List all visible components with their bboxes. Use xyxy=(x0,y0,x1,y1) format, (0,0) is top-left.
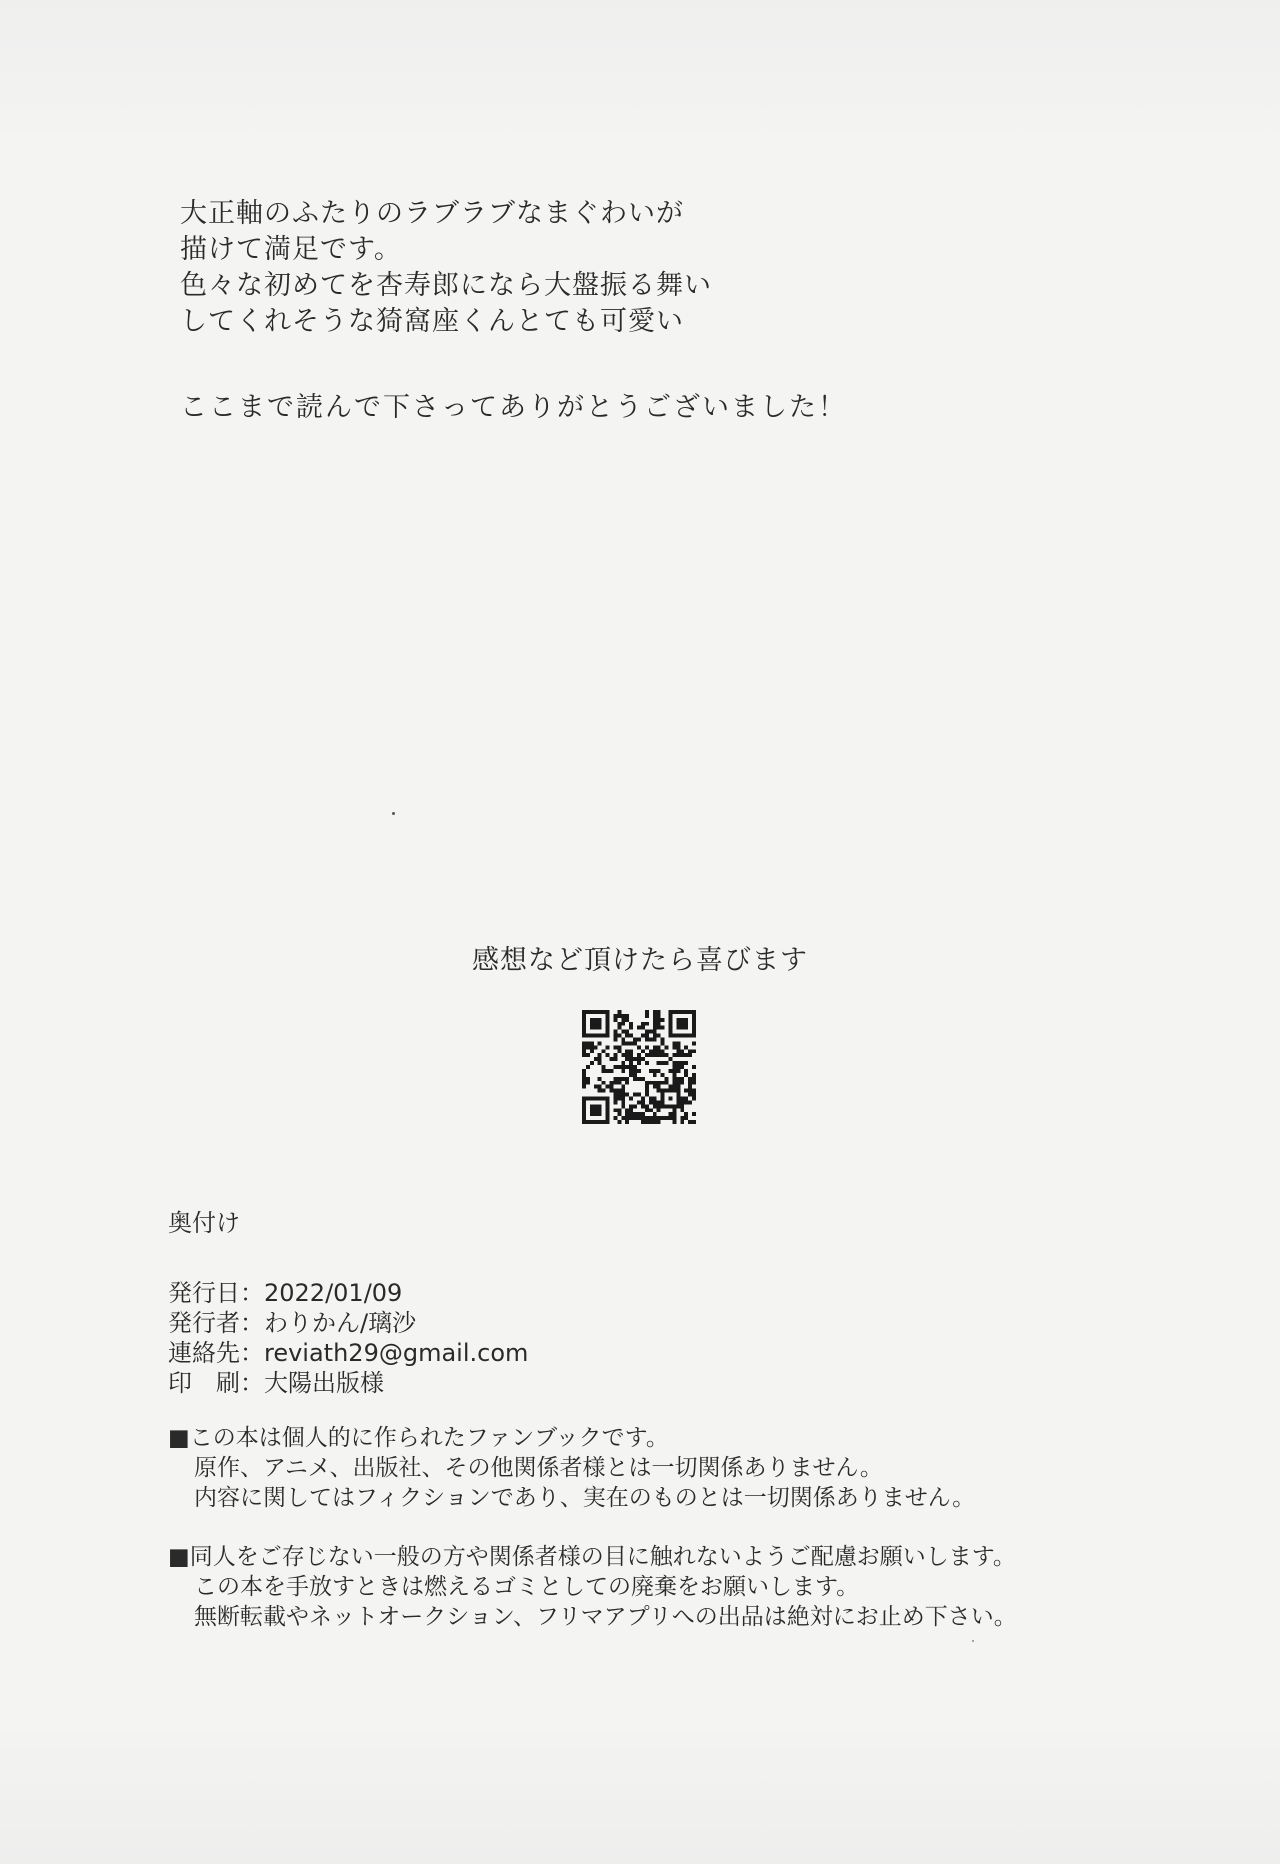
printer: 印 刷：大陽出版様 xyxy=(168,1369,384,1397)
notice-line: ■この本は個人的に作られたファンブックです。 xyxy=(168,1425,669,1451)
colophon xyxy=(168,1208,528,1398)
afterword-line: してくれそうな猗窩座くんとても可愛い xyxy=(180,306,684,337)
contact-email[interactable]: 連絡先：reviath29@gmail.com xyxy=(168,1339,529,1367)
disclaimer-notice xyxy=(168,1423,975,1513)
feedback-request: 感想など頂けたら喜びます xyxy=(472,945,808,976)
notice-line: 無断転載やネットオークション、フリマアプリへの出品は絶対にお止め下さい。 xyxy=(194,1604,1017,1630)
notice-line: 内容に関してはフィクションであり、実在のものとは一切関係ありません。 xyxy=(194,1485,976,1511)
afterword-line: 描けて満足です。 xyxy=(180,234,402,265)
publisher: 発行者：わりかん/璃沙 xyxy=(168,1309,417,1337)
handling-notice xyxy=(168,1542,1017,1632)
thanks-message: ここまで読んで下さってありがとうございました！ xyxy=(180,392,847,423)
print-speck xyxy=(972,1640,974,1642)
afterword-text xyxy=(180,196,847,426)
notice-line: 原作、アニメ、出版社、その他関係者様とは一切関係ありません。 xyxy=(194,1455,883,1481)
notice-line: この本を手放すときは燃えるゴミとしての廃棄をお願いします。 xyxy=(194,1574,860,1600)
print-speck xyxy=(392,812,395,815)
afterword-line: 大正軸のふたりのラブラブなまぐわいが xyxy=(180,198,684,229)
qr-code-icon[interactable] xyxy=(582,1010,696,1124)
colophon-heading: 奥付け xyxy=(168,1209,240,1237)
publish-date: 発行日：2022/01/09 xyxy=(168,1279,403,1307)
notice-line: ■同人をご存じない一般の方や関係者様の目に触れないようご配慮お願いします。 xyxy=(168,1544,1016,1570)
afterword-line: 色々な初めてを杏寿郎になら大盤振る舞い xyxy=(180,270,712,301)
